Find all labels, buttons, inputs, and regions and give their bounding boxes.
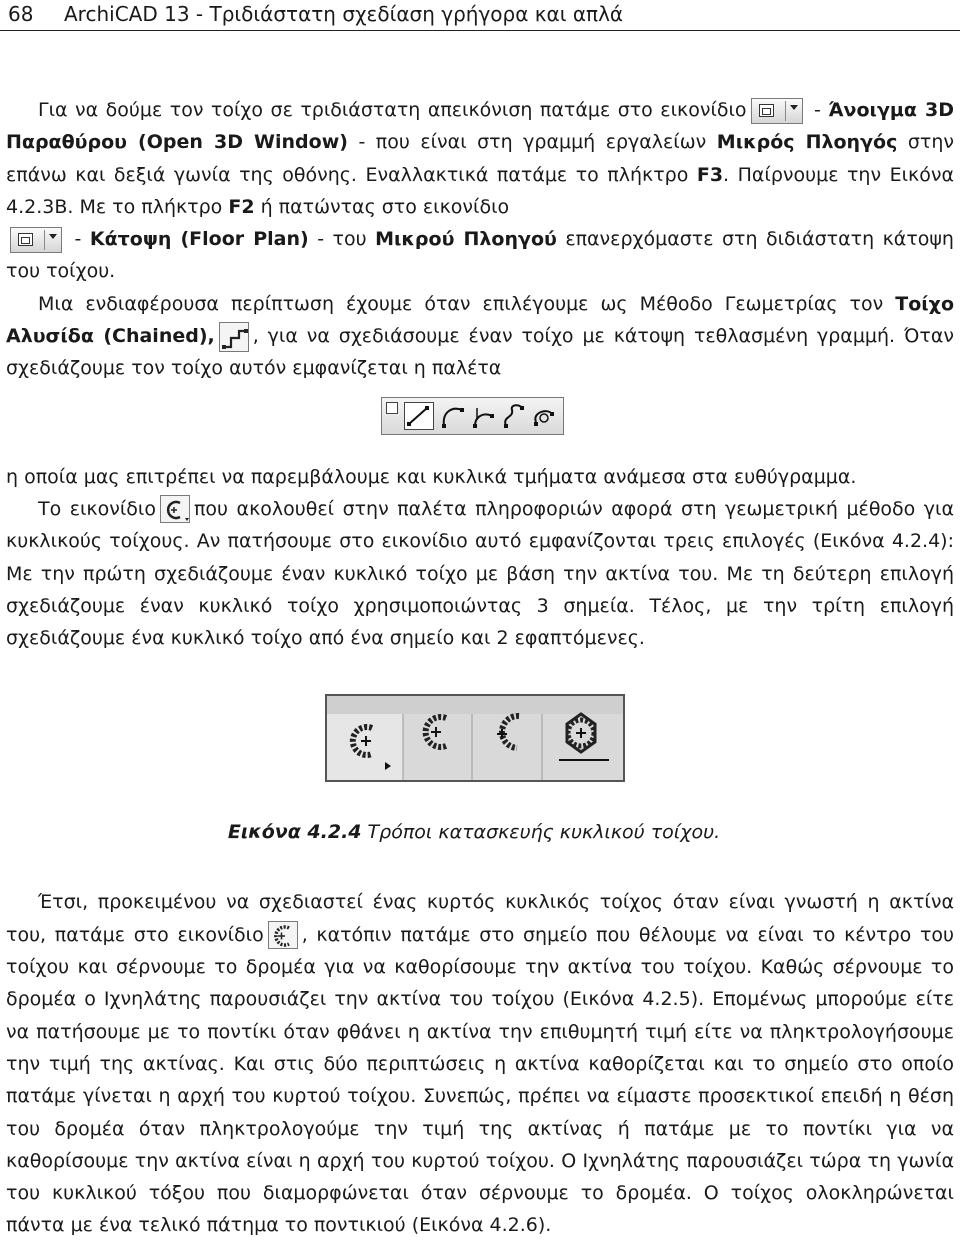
radius-arc-icon[interactable] bbox=[268, 921, 298, 949]
paragraph-open-3d: Για να δούμε τον τοίχο σε τριδιάστατη απεικόνιση πατάμε στο εικονίδιο - Άνοιγμα 3D Παραθύρου (Open 3D Window) - που είναι στη γραμμή εργαλείων Μικρός Πλοηγός στην επάνω και δεξιά γωνία της οθόνης. Εναλλακτικά πατάμε το πλήκτρο F3. Παίρνουμε την Εικόνα 4.2.3Β. Με το πλήκτρο F2 ή πατώντας στο εικονίδιο - Κάτοψη (Floor Plan) - του Μικρού Πλοηγού επανερχόμαστε στη διδιάστατη κάτοψη του τοίχου. bbox=[6, 99, 954, 283]
paragraph-convex-wall: Έτσι, προκειμένου να σχεδιαστεί ένας κυρτός κυκλικός τοίχος όταν είναι γνωστή η ακτίνα του, πατάμε στο εικονίδιο , κατόπιν πατάμε στο σημείο που θέλουμε να είναι το κέντρο του τοίχου και σέρνουμε το δρομέα για να καθορίσουμε την ακτίνα του τοίχου. Καθώς σέρνουμε το δρομέα ο Ιχνηλάτης παρουσιάζει την ακτίνα του τοίχου (Εικόνα 4.2.5). Επομένως μπορούμε είτε να πατήσουμε με το ποντίκι όταν φθάνει η ακτίνα την επιθυμητή τιμή είτε να πληκτρολογήσουμε την τιμή της ακτίνας. Και στις δύο περιπτώσεις η ακτίνα καθορίζεται και το σημείο στο οποίο πατάμε γίνεται η αρχή του κυρτού τοίχου. Συνεπώς, πρέπει να είμαστε προσεκτικοί επειδή η θέση του δρομέα όταν πληκτρολογούμε την τιμή της ακτίνας ή πατάμε με το ποντίκι για να καθορίσουμε την ακτίνα είναι η αρχή του κυρτού τοίχου. Ο Ιχνηλάτης παρουσιάζει τώρα τη γωνία του κυκλικού τόξου που διαμορφώνεται όταν σέρνουμε το δρομέα. Ο τοίχος ολοκληρώνεται πάντα με ένα τελικό πάτημα το ποντικιού (Εικόνα 4.2.6). bbox=[6, 891, 954, 1237]
figure-container bbox=[6, 694, 954, 782]
paragraph-chained-wall: Μια ενδιαφέρουσα περίπτωση έχουμε όταν επιλέγουμε ως Μέθοδο Γεωμετρίας τον Τοίχο Αλυσίδα (Chained), , για να σχεδιάσουμε έναν τοίχο με κάτοψη τεθλασμένη γραμμή. Όταν σχεδιάζουμε τον τοίχο αυτόν εμφανίζεται η παλέτα bbox=[6, 292, 954, 380]
chained-wall-palette bbox=[381, 397, 564, 435]
running-title: ArchiCAD 13 - Τριδιάστατη σχεδίαση γρήγορα και απλά bbox=[64, 2, 624, 26]
figure-caption: Εικόνα 4.2.4 Τρόποι κατασκευής κυκλικού τοίχου. bbox=[227, 821, 721, 844]
page-body bbox=[6, 94, 954, 1242]
paragraph-palette-description: η οποία μας επιτρέπει να παρεμβάλουμε και κυκλικά τμήματα ανάμεσα στα ευθύγραμμα. bbox=[6, 465, 857, 488]
floor-plan-icon[interactable] bbox=[10, 227, 62, 253]
arc-geometry-icon[interactable] bbox=[160, 495, 190, 523]
page-header bbox=[0, 0, 960, 31]
chained-wall-icon[interactable] bbox=[219, 322, 249, 352]
palette-container bbox=[6, 385, 954, 461]
palette-icons bbox=[382, 398, 565, 436]
paragraph-arc-method: Το εικονίδιο που ακολουθεί στην παλέτα πληροφοριών αφορά στη γεωμετρική μέθοδο για κυκλικούς τοίχους. Αν πατήσουμε στο εικονίδιο αυτό εμφανίζονται τρεις επιλογές (Εικόνα 4.2.4): Με την πρώτη σχεδιάζουμε έναν κυκλικό τοίχο με βάση την ακτίνα του. Με τη δεύτερη επιλογή σχεδιάζουμε έναν κυκλικό τοίχο χρησιμοποιώντας 3 σημεία. Τέλος, με την τρίτη επιλογή σχεδιάζουμε ένα κυκλικό τοίχο από ένα σημείο και 2 εφαπτόμενες. bbox=[6, 493, 954, 654]
page-number: 68 bbox=[8, 2, 34, 26]
circular-wall-options-icons bbox=[327, 696, 623, 780]
circular-wall-options-figure bbox=[325, 694, 625, 782]
open-3d-window-icon[interactable] bbox=[751, 98, 803, 124]
